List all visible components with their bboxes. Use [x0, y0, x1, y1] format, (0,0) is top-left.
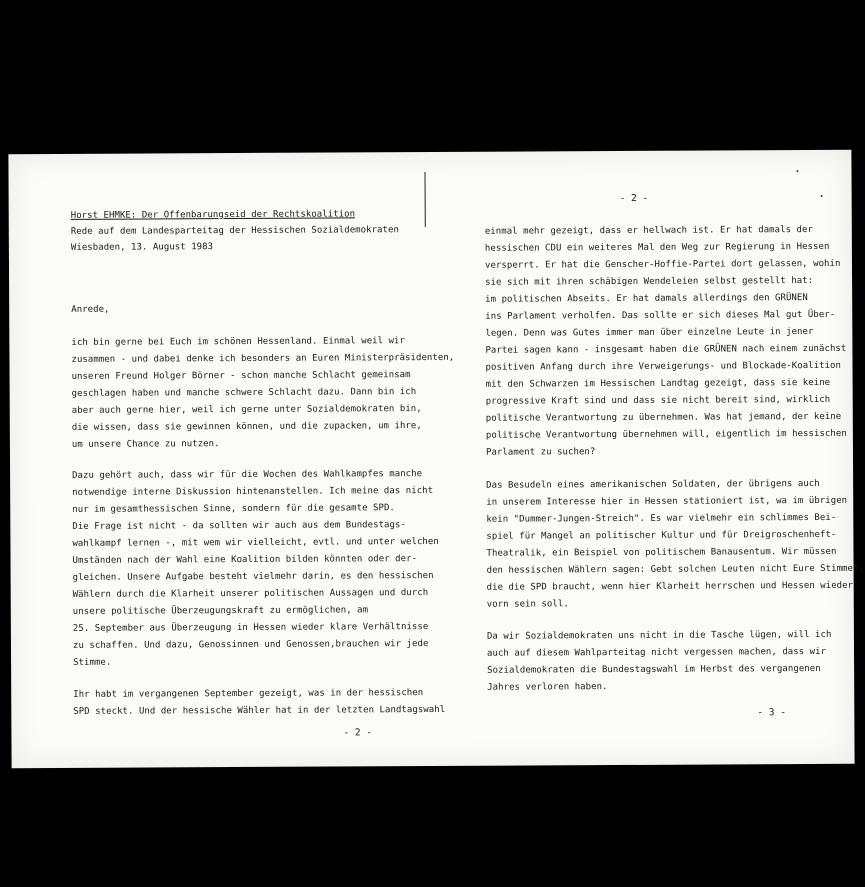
- scan-speck: [821, 195, 823, 197]
- text-line: wahlkampf lernen -, mit wem wir vielleicht, evtl. und unter welchen: [72, 536, 439, 549]
- text-line: Partei sagen kann - insgesamt haben die GRÜNEN nach einem zunächst: [485, 343, 847, 356]
- text-line: die wissen, dass sie gewinnen können, und die zupacken, um ihre,: [71, 421, 422, 433]
- text-line: kein "Dummer-Jungen-Streich". Es war vielmehr ein schlimmes Bei-: [486, 512, 837, 525]
- right-page-marker: - 3 -: [757, 707, 786, 719]
- text-line: gleichen. Unsere Aufgabe besteht vielmehr darin, es den hessischen: [72, 570, 434, 583]
- text-line: ins Parlament verholfen. Das sollte er sich dieses Mal gut Über-: [485, 309, 836, 322]
- text-line: 25. September aus Überzeugung in Hessen wieder klare Verhältnisse: [72, 622, 429, 634]
- text-line: zusammen - und dabei denke ich besonders an Euren Ministerpräsidenten,: [71, 352, 455, 365]
- right-page: [484, 150, 864, 719]
- text-line: spiel für Mangel an politischer Kultur und für Dreigroschenheft-: [486, 529, 837, 542]
- left-page: [70, 152, 455, 739]
- text-line: politische Verantwortung übernehmen will, eigentlich im hessischen: [485, 428, 847, 441]
- text-line: sie sich mit ihren schäbigen Wendeleien selbst gestellt hat:: [485, 275, 814, 288]
- page-fold-mark: [424, 172, 425, 227]
- text-line: Dazu gehört auch, dass wir für die Wochen des Wahlkampfes manche: [72, 469, 423, 481]
- text-line: vorn sein soll.: [486, 599, 569, 610]
- speech-title: Horst EHMKE: Der Offenbarungseid der Rechtskoalition: [70, 209, 356, 221]
- text-line: Das Besudeln eines amerikanischen Soldaten, der übrigens auch: [486, 478, 820, 491]
- salutation: Anrede,: [71, 304, 110, 315]
- left-page-marker: - 2 -: [343, 727, 373, 739]
- text-line: Wählern durch die Klarheit unserer politischen Aussagen und durch: [72, 588, 429, 600]
- text-line: hessischen CDU ein weiteres Mal den Weg zur Regierung in Hessen: [484, 241, 830, 254]
- text-line: Theatralik, ein Beispiel von politischem Banausentum. Wir müssen: [486, 546, 837, 559]
- text-line: Umständen nach der Wahl eine Koalition bilden könnten oder der-: [72, 554, 418, 566]
- document-sheet: [8, 150, 864, 768]
- text-line: nur im gesamthessischen Sinne, sondern für die gesamte SPD.: [72, 503, 395, 515]
- text-line: ich bin gerne bei Euch im schönen Hessenland. Einmal weil wir: [71, 336, 405, 348]
- text-line: unseren Freund Holger Börner - schon manche Schlacht gemeinsam: [71, 370, 411, 382]
- text-line: aber auch gerne hier, weil ich gerne unter Sozialdemokraten bin,: [71, 404, 422, 416]
- text-line: in unserem Interesse hier in Hessen stationiert ist, wa im übrigen: [486, 495, 848, 508]
- text-line: notwendige interne Diskussion hintenanstellen. Ich meine das nicht: [72, 485, 434, 498]
- text-line: SPD steckt. Und der hessische Wähler hat in der letzten Landtagswahl: [73, 704, 446, 717]
- text-line: politische Verantwortung zu übernehmen. Was hat jemand, der keine: [485, 411, 842, 424]
- text-line: geschlagen haben und manche schwere Schlacht dazu. Dann bin ich: [71, 387, 417, 399]
- speech-subtitle: Rede auf dem Landesparteitag der Hessischen Sozialdemokraten: [70, 225, 399, 237]
- text-line: den hessischen Wählern sagen: Gebt solchen Leuten nicht Eure Stimmen,: [486, 563, 864, 576]
- text-line: Sozialdemokraten die Bundestagswahl im Herbst des vergangenen: [487, 663, 821, 676]
- text-line: auch auf diesem Wahlparteitag nicht vergessen machen, dass wir: [486, 646, 827, 659]
- text-line: Die Frage ist nicht - da sollten wir auch aus dem Bundestags-: [72, 520, 406, 532]
- speech-place-date: Wiesbaden, 13. August 1983: [70, 242, 214, 253]
- text-line: Stimme.: [73, 657, 112, 668]
- text-line: Parlament zu suchen?: [485, 447, 596, 458]
- text-line: einmal mehr gezeigt, dass er hellwach ist. Er hat damals der: [484, 224, 813, 237]
- text-line: die die SPD braucht, wenn hier Klarheit herrschen und Hessen wieder: [486, 580, 854, 593]
- right-paragraph-1: [484, 150, 847, 458]
- text-line: positiven Anfang durch ihre Verweigerungs- und Blockade-Koalition: [485, 360, 841, 373]
- scan-speck: [796, 170, 798, 172]
- text-line: Ihr habt im vergangenen September gezeigt, was in der hessischen: [73, 688, 424, 700]
- text-line: legen. Denn was Gutes immer man über einzelne Leute in jener: [485, 326, 814, 339]
- text-line: im politischen Abseits. Er hat damals allerdings den GRÜNEN: [485, 293, 808, 305]
- text-line: Da wir Sozialdemokraten uns nicht in die Tasche lügen, will ich: [486, 629, 832, 642]
- text-line: zu schaffen. Und dazu, Genossinnen und Genossen,brauchen wir jede: [72, 639, 429, 651]
- text-line: versperrt. Er hat die Genscher-Hoffie-Partei dort gelassen, wohin: [484, 258, 841, 271]
- text-line: unsere politische Überzeugungskraft zu ermöglichen, am: [72, 605, 369, 617]
- text-line: mit den Schwarzen im Hessischen Landtag gezeigt, dass sie keine: [485, 377, 831, 390]
- text-line: progressive Kraft sind und dass sie nicht bereit sind, wirklich: [485, 394, 831, 407]
- right-page-number: - 2 -: [619, 192, 649, 205]
- text-line: um unsere Chance zu nutzen.: [71, 439, 220, 450]
- text-line: Jahres verloren haben.: [487, 682, 608, 693]
